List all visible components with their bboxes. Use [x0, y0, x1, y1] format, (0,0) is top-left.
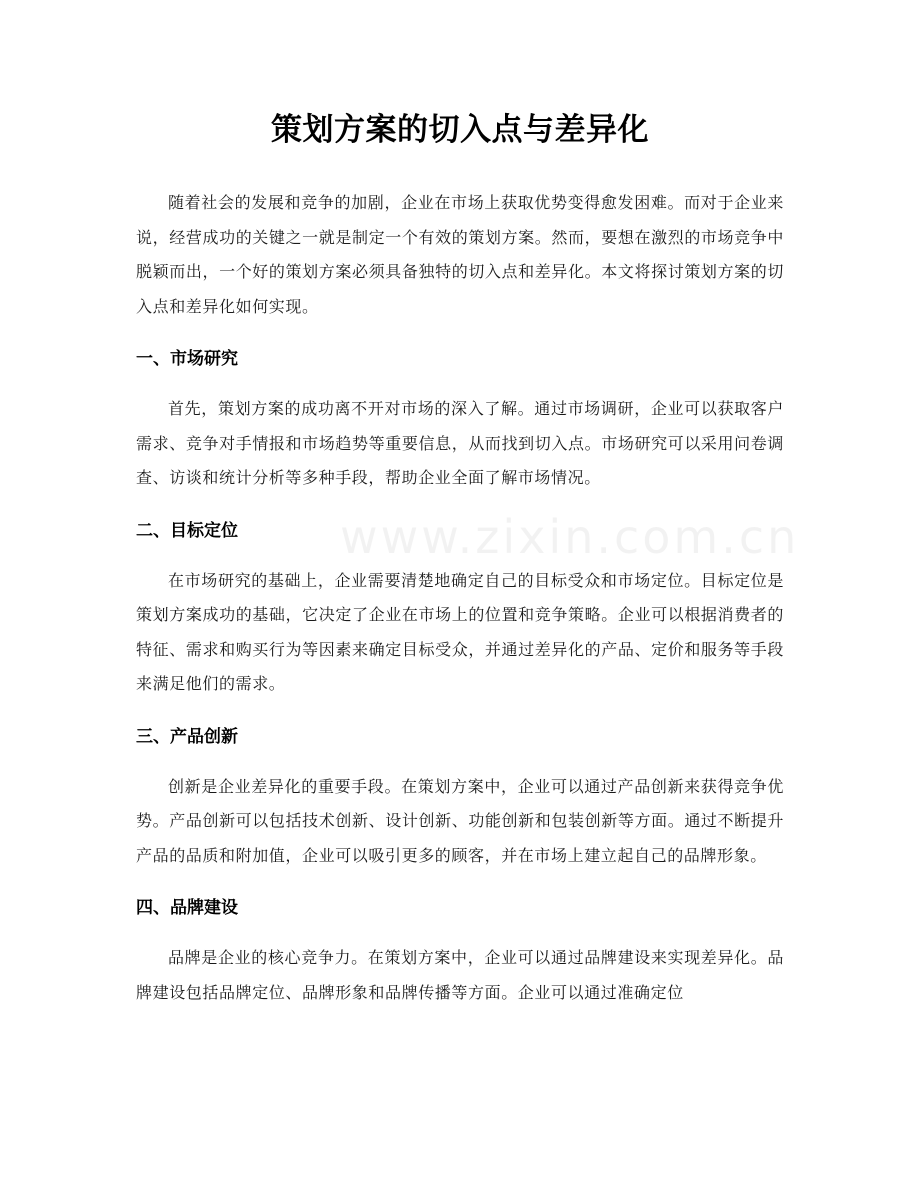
document-title: 策划方案的切入点与差异化	[271, 112, 649, 148]
document-body	[136, 106, 784, 1010]
section-body-product-innovation: 创新是企业差异化的重要手段。在策划方案中，企业可以通过产品创新来获得竞争优势。产品创新可以包括技术创新、设计创新、功能创新和包装创新等方面。通过不断提升产品的品质和附加值，企业可以吸引更多的顾客，并在市场上建立起自己的品牌形象。	[136, 776, 784, 865]
section-heading-target-positioning: 二、目标定位	[136, 520, 238, 541]
section-body-market-research: 首先，策划方案的成功离不开对市场的深入了解。通过市场调研，企业可以获取客户需求、竞争对手情报和市场趋势等重要信息，从而找到切入点。市场研究可以采用问卷调查、访谈和统计分析等多种手段，帮助企业全面了解市场情况。	[136, 399, 784, 487]
section-body-target-positioning: 在市场研究的基础上，企业需要清楚地确定自己的目标受众和市场定位。目标定位是策划方案成功的基础，它决定了企业在市场上的位置和竞争策略。企业可以根据消费者的特征、需求和购买行为等因素来确定目标受众，并通过差异化的产品、定价和服务等手段来满足他们的需求。	[136, 570, 784, 693]
section-heading-brand-building: 四、品牌建设	[136, 898, 238, 918]
intro-paragraph: 随着社会的发展和竞争的加剧，企业在市场上获取优势变得愈发困难。而对于企业来说，经营成功的关键之一就是制定一个有效的策划方案。然而，要想在激烈的市场竞争中脱颖而出，一个好的策划方案必须具备独特的切入点和差异化。本文将探讨策划方案的切入点和差异化如何实现。	[136, 193, 784, 316]
section-heading-product-innovation: 三、产品创新	[136, 726, 238, 747]
section-body-brand-building: 品牌是企业的核心竞争力。在策划方案中，企业可以通过品牌建设来实现差异化。品牌建设包括品牌定位、品牌形象和品牌传播等方面。企业可以通过准确定位	[136, 948, 784, 1002]
section-heading-market-research: 一、市场研究	[136, 349, 238, 369]
watermark: www.zixin.com.cn	[340, 510, 800, 564]
